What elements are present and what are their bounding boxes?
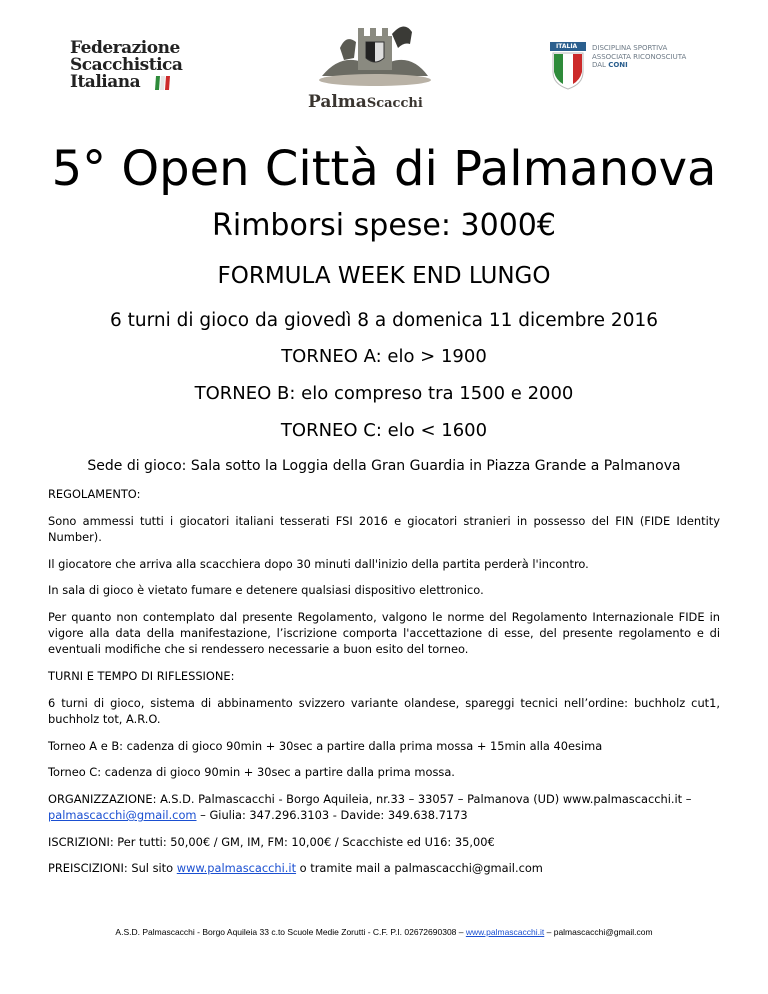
regolamento-heading: REGOLAMENTO: [48, 487, 141, 501]
paragraph-ammessi: Sono ammessi tutti i giocatori italiani tesserati FSI 2016 e giocatori stranieri in possesso del FIN (FIDE Identity Number). [48, 514, 720, 544]
coni-caption-line-1: DISCIPLINA SPORTIVA [592, 44, 668, 52]
paragraph-fide: Per quanto non contemplato dal presente Regolamento, valgono le norme del Regolamento Internazionale FIDE in vigore alla data della manifestazione, l’iscrizione comporta l'accettazione di esse, del presente regolamento e di eventuali modifiche che si rendessero necessarie a buon esito del torneo. [48, 610, 720, 656]
scacchi-word: Scacchi [366, 96, 423, 111]
paragraph-ritardo: Il giocatore che arriva alla scacchiera dopo 30 minuti dall'inizio della partita perderà l'incontro. [48, 557, 589, 571]
fsi-logo-line-3: Italiana [70, 72, 141, 92]
sede-di-gioco: Sede di gioco: Sala sotto la Loggia della Gran Guardia in Piazza Grande a Palmanova [87, 458, 681, 474]
rimborsi-heading: Rimborsi spese: 3000€ [212, 208, 556, 243]
paragraph-divieto: In sala di gioco è vietato fumare e detenere qualsiasi dispositivo elettronico. [48, 583, 484, 597]
fsi-logo-line-2: Scacchistica [70, 55, 183, 75]
footer-text: A.S.D. Palmascacchi - Borgo Aquileia 33 c.to Scuole Medie Zorutti - C.F. P.I. 02672690308 – [115, 927, 466, 937]
footer-email: – palmascacchi@gmail.com [544, 927, 653, 937]
footer-site-link[interactable]: www.palmascacchi.it [465, 927, 545, 937]
paragraph-organizzazione [48, 791, 720, 823]
page-title: 5° Open Città di Palmanova [51, 141, 717, 197]
organizzazione-contacts: – Giulia: 347.296.3103 - Davide: 349.638.7173 [196, 808, 468, 822]
turni-heading: TURNI E TEMPO DI RIFLESSIONE: [48, 669, 235, 683]
palmascacchi-logo-text [308, 92, 423, 112]
organizzazione-email-link[interactable]: palmascacchi@gmail.com [48, 808, 197, 822]
paragraph-iscrizioni: ISCRIZIONI: Per tutti: 50,00€ / GM, IM, FM: 10,00€ / Scacchiste ed U16: 35,00€ [48, 835, 495, 849]
coni-caption-coni: CONI [608, 61, 628, 69]
fsi-logo [70, 38, 183, 100]
italian-flag-icon [154, 74, 172, 92]
paragraph-preiscrizioni [48, 860, 720, 876]
torneo-a: TORNEO A: elo > 1900 [281, 346, 487, 367]
preiscrizioni-text: PREISCIZIONI: Sul sito [48, 861, 177, 875]
preiscrizioni-mail: o tramite mail a palmascacchi@gmail.com [296, 861, 543, 875]
coni-caption [592, 44, 686, 70]
coni-caption-dal: DAL [592, 61, 606, 69]
coni-logo [550, 42, 700, 92]
turni-dates: 6 turni di gioco da giovedì 8 a domenica 11 dicembre 2016 [110, 310, 658, 331]
organizzazione-text: ORGANIZZAZIONE: A.S.D. Palmascacchi - Borgo Aquileia, nr.33 – 33057 – Palmanova (UD) www.palmascacchi.it – [48, 792, 692, 806]
torneo-c: TORNEO C: elo < 1600 [280, 420, 488, 441]
coni-caption-line-2: ASSOCIATA RICONOSCIUTA [592, 52, 687, 61]
paragraph-sistema: 6 turni di gioco, sistema di abbinamento svizzero variante olandese, spareggi tecnici nell’ordine: buchholz cut1, buchholz tot, A.R.O. [48, 696, 720, 726]
italia-badge-label: ITALIA [556, 43, 578, 50]
chess-castle-icon [300, 14, 450, 94]
formula-heading: FORMULA WEEK END LUNGO [217, 263, 551, 289]
palmascacchi-logo [300, 14, 450, 114]
page-footer [0, 926, 768, 938]
torneo-b: TORNEO B: elo compreso tra 1500 e 2000 [194, 383, 574, 404]
preiscrizioni-site-link[interactable]: www.palmascacchi.it [176, 861, 297, 875]
paragraph-cadenza-ab: Torneo A e B: cadenza di gioco 90min + 30sec a partire dalla prima mossa + 15min alla 40esima [48, 739, 603, 753]
palma-word: Palma [308, 92, 367, 112]
fsi-logo-line-1: Federazione [70, 38, 180, 58]
paragraph-cadenza-c: Torneo C: cadenza di gioco 90min + 30sec a partire dalla prima mossa. [48, 765, 455, 779]
